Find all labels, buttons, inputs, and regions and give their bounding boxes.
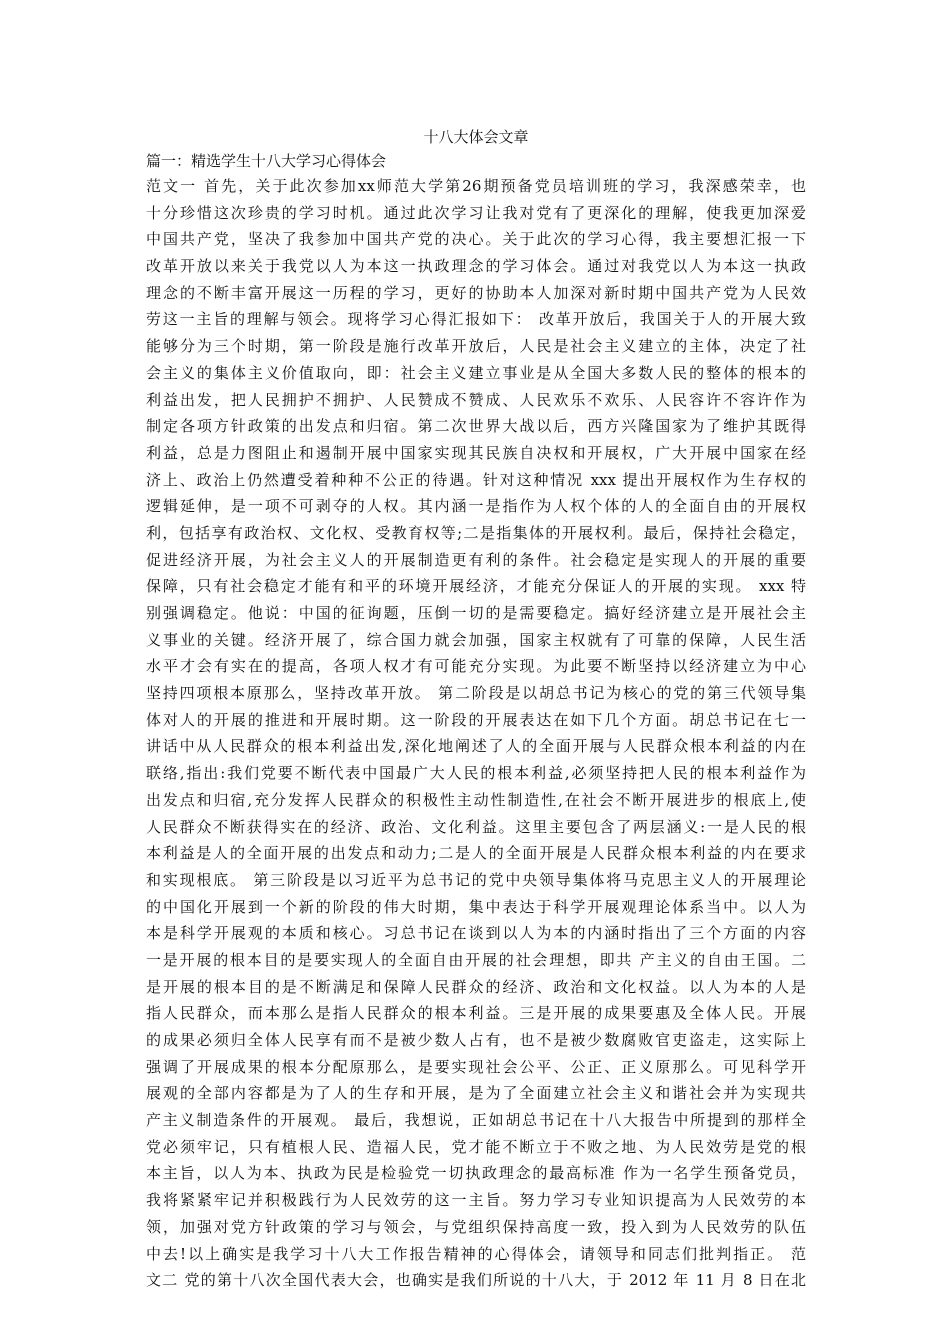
- text-line: 利，包括享有政治权、文化权、受教育权等;二是指集体的开展权利。最后，保持社会稳定，: [146, 523, 806, 542]
- text-line: 制定各项方针政策的出发点和归宿。第二次世界大战以后，西方兴隆国家为了维护其既得: [146, 417, 806, 436]
- text-line: 保障，只有社会稳定才能有和平的环境开展经济，才能充分保证人的开展的实现。 xxx 特: [146, 577, 806, 596]
- text-line: 别强调稳定。他说：中国的征询题，压倒一切的是需要稳定。搞好经济建立是开展社会主: [146, 604, 806, 622]
- text-line: 逻辑延伸，是一项不可剥夺的人权。其内涵一是指作为人权个体的人的全面自由的开展权: [146, 497, 806, 516]
- text-line: 十分珍惜这次珍贵的学习时机。通过此次学习让我对党有了更深化的理解，使我更加深爱: [146, 203, 806, 222]
- document-page: [146, 125, 806, 1294]
- text-line: 本主旨，以人为本、执政为民是检验党一切执政理念的最高标准 作为一名学生预备党员，: [146, 1164, 806, 1183]
- text-line: 利益，总是力图阻止和遏制开展中国家实现其民族自决权和开展权，广大开展中国家在经: [146, 443, 806, 462]
- text-line: 本是科学开展观的本质和核心。习总书记在谈到以人为本的内涵时指出了三个方面的内容: [146, 924, 806, 943]
- text-line: 展观的全部内容都是为了人的生存和开展，是为了全面建立社会主义和谐社会并为实现共: [146, 1084, 806, 1103]
- text-line: 一是开展的根本目的是要实现人的全面自由开展的社会理想，即共 产主义的自由王国。二: [146, 950, 806, 969]
- text-line: 联络,指出:我们党要不断代表中国最广大人民的根本利益,必须坚持把人民的根本利益作为: [146, 764, 806, 783]
- text-line: 本利益是人的全面开展的出发点和动力;二是人的全面开展是人民群众根本利益的内在要求: [146, 844, 806, 863]
- text-line: 产主义制造条件的开展观。 最后，我想说，正如胡总书记在十八大报告中所提到的那样全: [146, 1111, 806, 1130]
- text-line: 会主义的集体主义价值取向，即：社会主义建立事业是从全国大多数人民的整体的根本的: [146, 363, 806, 382]
- text-line: 的中国化开展到一个新的阶段的伟大时期，集中表达于科学开展观理论体系当中。以人为: [146, 897, 806, 916]
- text-line: 讲话中从人民群众的根本利益出发,深化地阐述了人的全面开展与人民群众根本利益的内在: [146, 737, 806, 756]
- text-line: 促进经济开展，为社会主义人的开展制造更有利的条件。社会稳定是实现人的开展的重要: [146, 550, 806, 569]
- text-line: 坚持四项根本原那么，坚持改革开放。 第二阶段是以胡总书记为核心的党的第三代领导集: [146, 684, 806, 703]
- text-line: 理念的不断丰富开展这一历程的学习，更好的协助本人加深对新时期中国共产党为人民效: [146, 283, 806, 302]
- document-title: 十八大体会文章: [423, 128, 529, 146]
- section-heading: 篇一：精选学生十八大学习心得体会: [146, 152, 387, 170]
- text-line: 劳这一主旨的理解与领会。现将学习心得汇报如下： 改革开放后，我国关于人的开展大致: [146, 310, 806, 329]
- document-body: [146, 173, 806, 1294]
- text-line: 出发点和归宿,充分发挥人民群众的积极性主动性制造性,在社会不断开展进步的根底上,使: [146, 790, 806, 809]
- text-line: 领，加强对党方针政策的学习与领会，与党组织保持高度一致，投入到为人民效劳的队伍: [146, 1217, 806, 1236]
- text-line: 能够分为三个时期，第一阶段是施行改革开放后，人民是社会主义建立的主体，决定了社: [146, 337, 806, 356]
- text-line: 体对人的开展的推进和开展时期。这一阶段的开展表达在如下几个方面。胡总书记在七一: [146, 710, 806, 729]
- text-line: 中国共产党，坚决了我参加中国共产党的决心。关于此次的学习心得，我主要想汇报一下: [146, 230, 806, 249]
- text-line: 义事业的关键。经济开展了，综合国力就会加强，国家主权就有了可靠的保障，人民生活: [146, 630, 806, 649]
- text-line: 范文一 首先，关于此次参加xx师范大学第26期预备党员培训班的学习，我深感荣幸，也: [146, 177, 806, 195]
- text-line: 改革开放以来关于我党以人为本这一执政理念的学习体会。通过对我党以人为本这一执政: [146, 257, 806, 276]
- text-line: 和实现根底。 第三阶段是以习近平为总书记的党中央领导集体将马克思主义人的开展理论: [146, 870, 806, 889]
- text-line: 强调了开展成果的根本分配原那么，是要实现社会公平、公正、正义原那么。可见科学开: [146, 1057, 806, 1076]
- text-line: 利益出发，把人民拥护不拥护、人民赞成不赞成、人民欢乐不欢乐、人民容许不容许作为: [146, 390, 806, 409]
- text-line: 水平才会有实在的提高，各项人权才有可能充分实现。为此要不断坚持以经济建立为中心: [146, 657, 806, 676]
- text-line: 的成果必须归全体人民享有而不是被少数人占有，也不是被少数腐败官吏盗走，这实际上: [146, 1031, 806, 1049]
- text-line: 中去!以上确实是我学习十八大工作报告精神的心得体会，请领导和同志们批判指正。 范: [146, 1244, 806, 1263]
- text-line: 党必须牢记，只有植根人民、造福人民，党才能不断立于不败之地、为人民效劳是党的根: [146, 1137, 806, 1156]
- text-line: 是开展的根本目的是不断满足和保障人民群众的经济、政治和文化权益。以人为本的人是: [146, 977, 806, 996]
- text-line: 人民群众不断获得实在的经济、政治、文化利益。这里主要包含了两层涵义:一是人民的根: [146, 817, 806, 836]
- text-line: 指人民群众，而本那么是指人民群众的根本利益。三是开展的成果要惠及全体人民。开展: [146, 1004, 806, 1023]
- text-line: 我将紧紧牢记并积极践行为人民效劳的这一主旨。努力学习专业知识提高为人民效劳的本: [146, 1191, 806, 1210]
- text-line: 文二 党的第十八次全国代表大会，也确实是我们所说的十八大，于 2012 年 11 月 8 日在北: [146, 1271, 806, 1290]
- text-line: 济上、政治上仍然遭受着种种不公正的待遇。针对这种情况 xxx 提出开展权作为生存权的: [146, 470, 806, 489]
